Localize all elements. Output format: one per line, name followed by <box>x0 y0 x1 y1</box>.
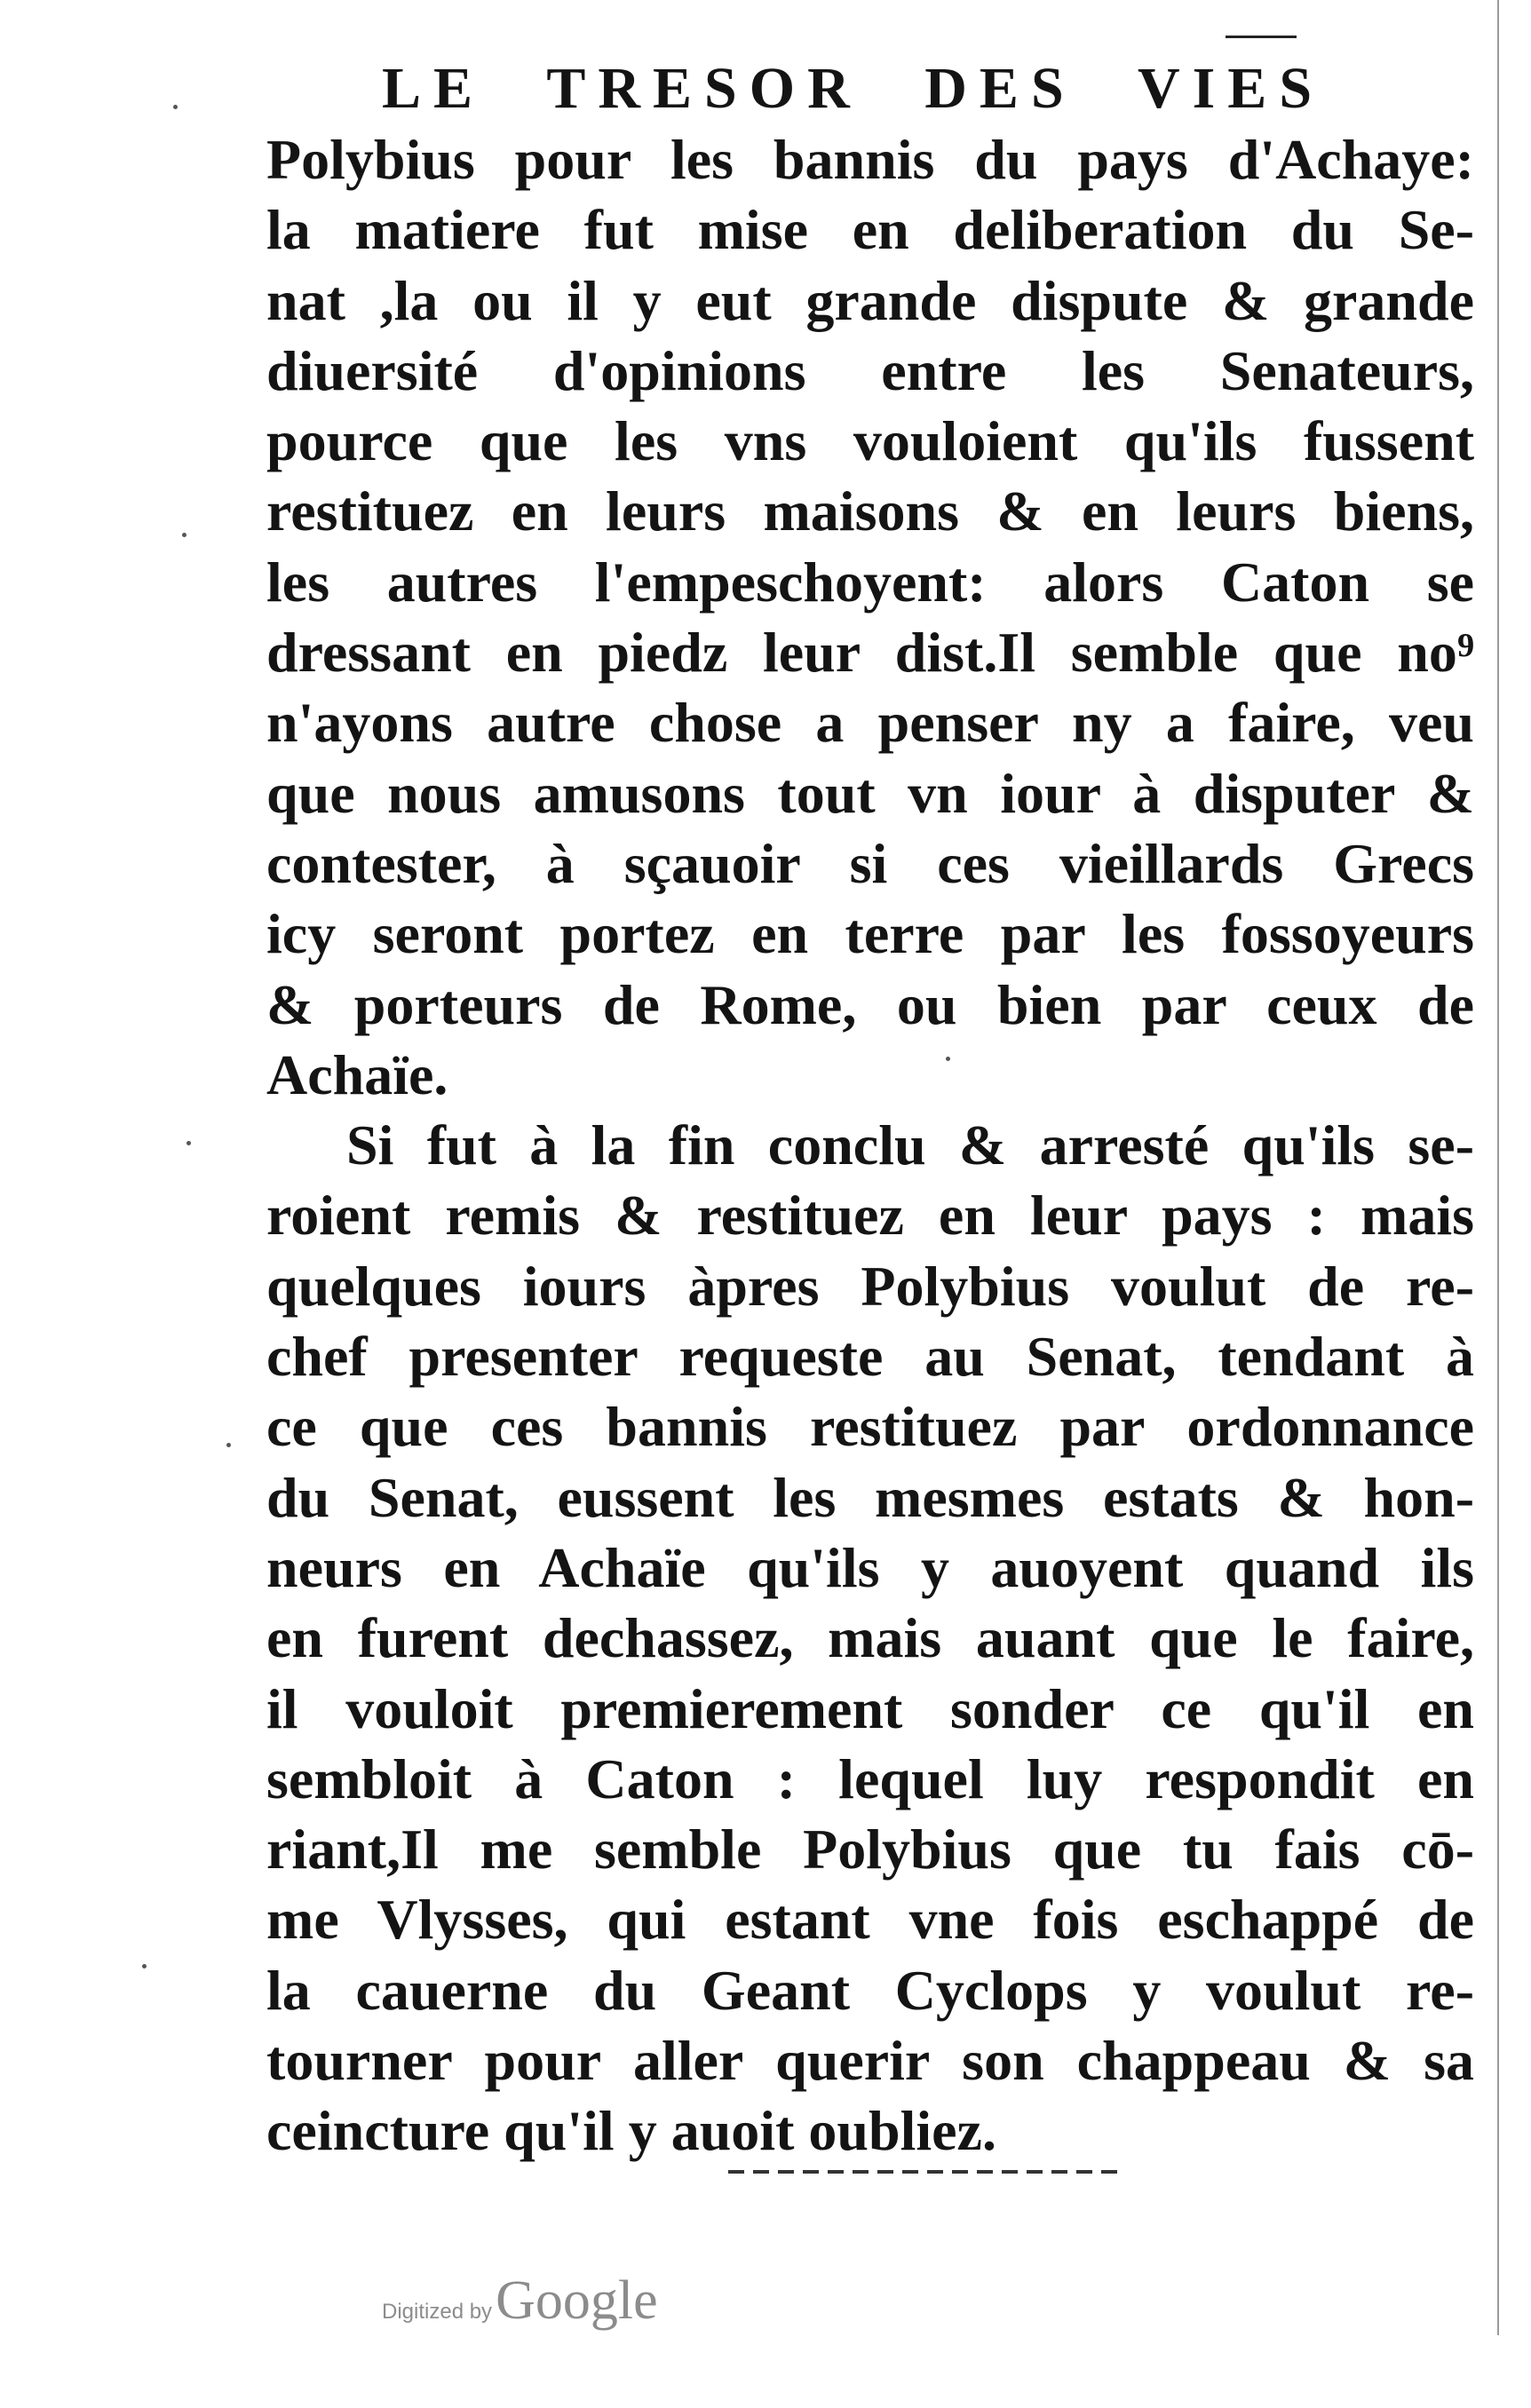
paragraph-1 <box>266 124 1474 1110</box>
body-text <box>266 124 1474 2166</box>
text-line: riant,Il me semble Polybius que tu fais cō- <box>266 1818 1474 1881</box>
scan-speck <box>173 105 178 109</box>
text-line: me Vlysses, qui estant vne fois eschappé de <box>266 1888 1474 1952</box>
text-line: en furent dechassez, mais auant que le faire, <box>266 1606 1474 1670</box>
text-line: chef presenter requeste au Senat, tendant à <box>266 1325 1474 1389</box>
text-line: ce que ces bannis restituez par ordonnance <box>266 1395 1474 1459</box>
text-line: il vouloit premierement sonder ce qu'il en <box>266 1676 1474 1740</box>
text-line: la matiere fut mise en deliberation du Se- <box>266 198 1474 262</box>
paragraph-2 <box>266 1110 1474 2166</box>
text-line: diuersité d'opinions entre les Senateurs, <box>266 338 1474 402</box>
scan-speck <box>142 1964 147 1968</box>
text-line: nat ,la ou il y eut grande dispute & grande <box>266 268 1474 332</box>
text-line: la cauerne du Geant Cyclops y voulut re- <box>266 1958 1474 2022</box>
digitization-watermark <box>382 2269 658 2333</box>
text-line: neurs en Achaïe qu'ils y auoyent quand ils <box>266 1535 1474 1599</box>
scan-speck <box>186 1141 191 1145</box>
text-line: dressant en piedz leur dist.Il semble que no⁹ <box>266 621 1474 685</box>
scan-speck <box>946 1057 950 1061</box>
google-logo: Google <box>496 2270 658 2331</box>
text-line: quelques iours àpres Polybius voulut de re- <box>266 1254 1474 1318</box>
text-line: Achaïe. <box>266 1042 448 1106</box>
text-line: icy seront portez en terre par les fossoyeurs <box>266 902 1474 966</box>
text-line: Polybius pour les bannis du pays d'Achaye: <box>266 128 1474 191</box>
running-title: LE TRESOR DES VIES <box>382 56 1325 121</box>
text-line: ceincture qu'il y auoit oubliez. <box>266 2099 996 2163</box>
text-line: contester, à sçauoir si ces vieillards Grecs <box>266 831 1474 895</box>
text-line: les autres l'empeschoyent: alors Caton se <box>266 550 1474 614</box>
text-line: n'ayons autre chose a penser ny a faire, veu <box>266 691 1474 755</box>
text-line: que nous amusons tout vn iour à disputer & <box>266 761 1474 825</box>
digitized-by-label: Digitized by <box>382 2300 493 2324</box>
scan-speck <box>182 533 186 537</box>
text-line: du Senat, eussent les mesmes estats & hon- <box>266 1465 1474 1529</box>
text-line: Si fut à la fin conclu & arresté qu'ils se- <box>346 1113 1474 1177</box>
text-line: sembloit à Caton : lequel luy respondit en <box>266 1747 1474 1810</box>
scan-speck <box>226 1443 231 1447</box>
text-line: tourner pour aller querir son chappeau & sa <box>266 2029 1474 2093</box>
closing-rule <box>728 2170 1119 2174</box>
text-line: restituez en leurs maisons & en leurs biens, <box>266 479 1474 543</box>
text-line: & porteurs de Rome, ou bien par ceux de <box>266 972 1474 1036</box>
text-line: roient remis & restituez en leur pays : mais <box>266 1184 1474 1248</box>
top-rule <box>1226 36 1297 38</box>
page-edge-rule <box>1497 0 1499 2335</box>
text-line: pource que les vns vouloient qu'ils fussent <box>266 409 1474 473</box>
